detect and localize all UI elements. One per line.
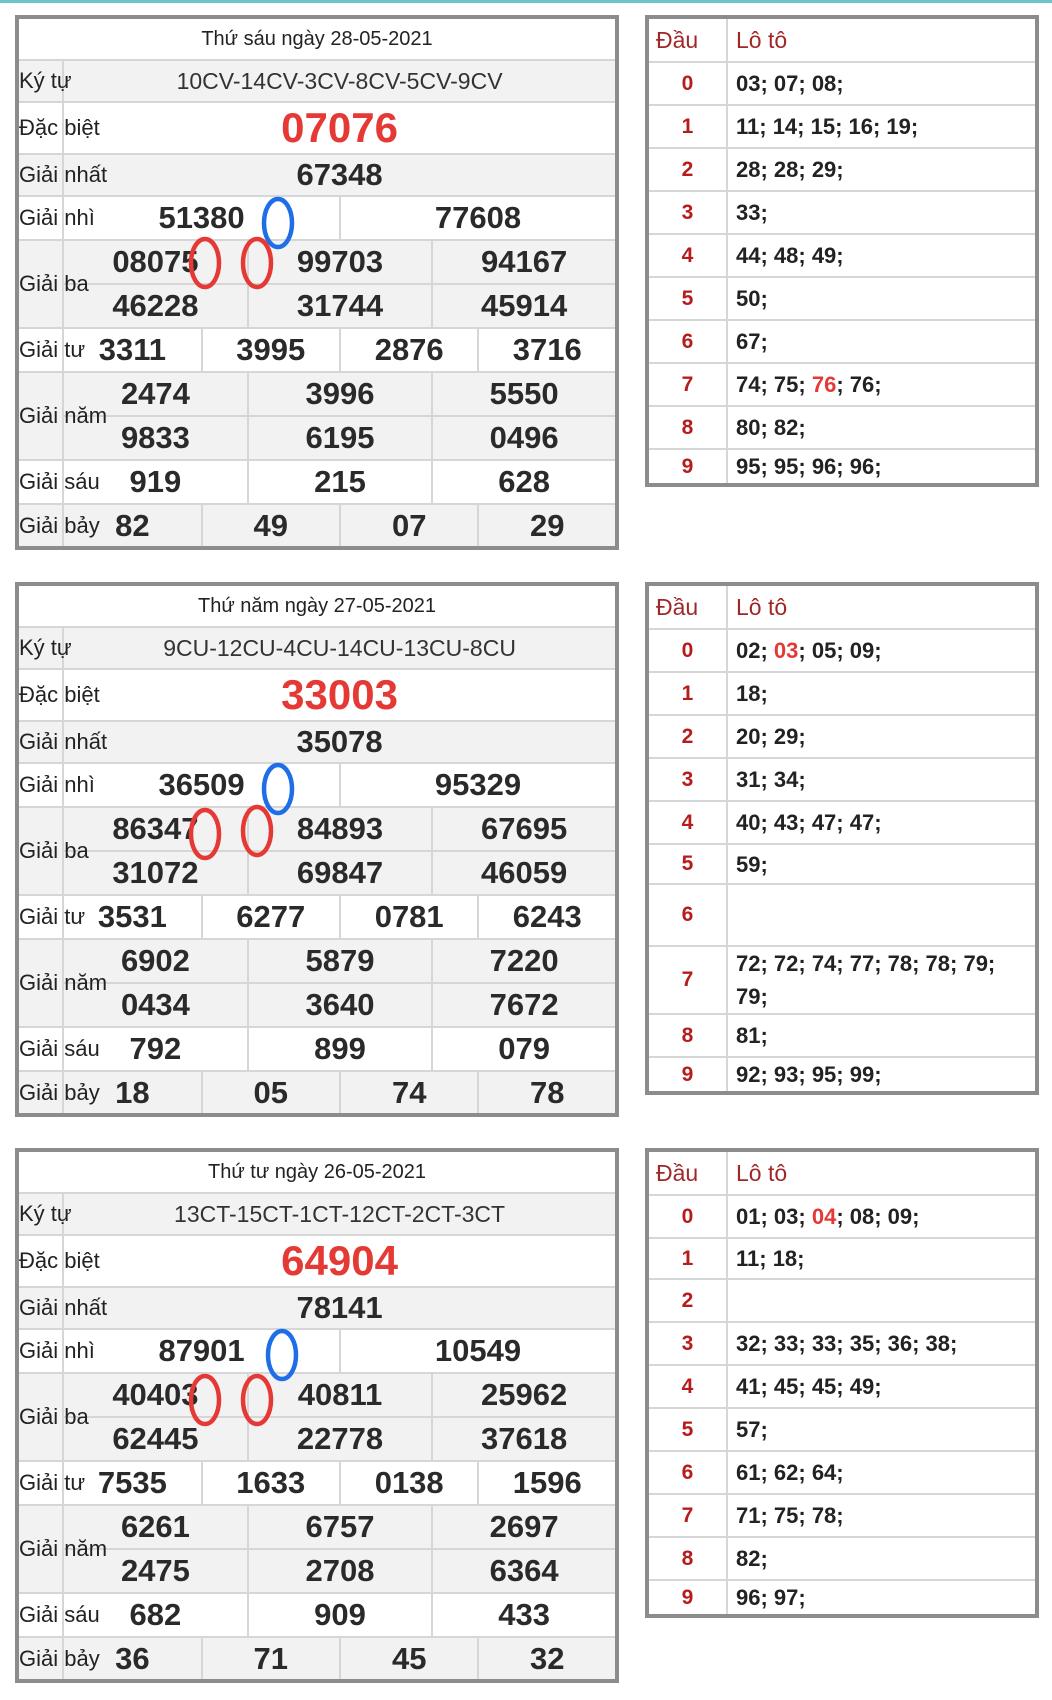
giai-tu-value: 1596 [478,1461,617,1505]
giai-nhi-value: 87901 [63,1329,340,1373]
loto-dau: 4 [647,234,727,277]
loto-row [647,884,1037,946]
loto-dau: 9 [647,1057,727,1093]
draw-date: Thứ năm ngày 27-05-2021 [17,584,617,627]
ky-tu-value: 10CV-14CV-3CV-8CV-5CV-9CV [63,60,617,102]
ky-tu-value: 13CT-15CT-1CT-12CT-2CT-3CT [63,1193,617,1235]
giai-nam-value: 3996 [248,372,433,416]
loto-table-day-2 [645,1148,1039,1618]
loto-row [647,629,1037,672]
header-loto: Lô tô [727,584,1037,629]
label-giai-sau: Giải sáu [17,1027,63,1071]
label-ky-tu: Ký tự [17,60,63,102]
giai-ba-value: 45914 [432,284,617,328]
loto-dau: 3 [647,758,727,801]
giai-nhi-value: 95329 [340,763,617,807]
loto-text: 32; 33; 33; 35; 36; 38; [736,1331,958,1356]
loto-row [647,1238,1037,1279]
loto-values [727,1451,1037,1494]
label-dac-biet: Đặc biệt [17,102,63,154]
loto-dau: 6 [647,884,727,946]
loto-text: 82; [736,1546,768,1571]
giai-bay-value: 36 [63,1637,201,1681]
giai-ba-value: 69847 [248,851,433,895]
giai-ba-value: 40403 [63,1373,248,1417]
loto-text: 11; 14; 15; 16; 19; [736,114,919,139]
loto-dau: 8 [647,1014,727,1057]
loto-text: 41; 45; 45; 49; [736,1374,882,1399]
loto-values [727,1580,1037,1616]
giai-tu-value: 3531 [63,895,201,939]
loto-text: 61; 62; 64; [736,1460,844,1485]
label-giai-sau: Giải sáu [17,460,63,504]
loto-text: 03; 07; 08; [736,71,844,96]
loto-row [647,1580,1037,1616]
loto-row [647,1279,1037,1322]
giai-nhat-value: 35078 [63,721,617,763]
loto-row [647,1494,1037,1537]
label-giai-sau: Giải sáu [17,1593,63,1637]
loto-row [647,1408,1037,1451]
giai-nhat-value: 78141 [63,1287,617,1329]
loto-values [727,1238,1037,1279]
loto-row [647,148,1037,191]
loto-values [727,758,1037,801]
loto-row [647,946,1037,1014]
loto-text: 11; 18; [736,1246,805,1271]
giai-nam-value: 7220 [432,939,617,983]
giai-sau-value: 899 [248,1027,433,1071]
loto-dau: 8 [647,1537,727,1580]
giai-tu-value: 2876 [340,328,478,372]
loto-values [727,191,1037,234]
loto-values [727,1195,1037,1238]
loto-values [727,363,1037,406]
prize-table-day-0 [15,15,619,550]
giai-ba-value: 62445 [63,1417,248,1461]
loto-dau: 1 [647,1238,727,1279]
loto-values [727,715,1037,758]
loto-dau: 4 [647,801,727,844]
giai-sau-value: 433 [432,1593,617,1637]
giai-bay-value: 07 [340,504,478,548]
loto-dau: 0 [647,1195,727,1238]
giai-sau-value: 792 [63,1027,248,1071]
loto-row [647,1057,1037,1093]
giai-ba-value: 25962 [432,1373,617,1417]
draw-date: Thứ sáu ngày 28-05-2021 [17,17,617,60]
loto-values [727,629,1037,672]
giai-tu-value: 3716 [478,328,617,372]
giai-ba-value: 99703 [248,240,433,284]
header-dau: Đầu [647,17,727,62]
loto-text: 44; 48; 49; [736,243,844,268]
loto-values [727,1322,1037,1365]
dac-biet-value: 07076 [63,102,617,154]
loto-row [647,234,1037,277]
loto-values [727,449,1037,485]
label-giai-nhat: Giải nhất [17,721,63,763]
loto-row [647,449,1037,485]
loto-text: 74; 75; [736,372,812,397]
giai-tu-value: 3995 [202,328,340,372]
giai-nhat-value: 67348 [63,154,617,196]
giai-ba-value: 22778 [248,1417,433,1461]
loto-values [727,148,1037,191]
giai-nam-value: 2474 [63,372,248,416]
label-giai-bay: Giải bảy [17,1637,63,1681]
loto-dau: 9 [647,449,727,485]
loto-values [727,406,1037,449]
giai-ba-value: 67695 [432,807,617,851]
loto-dau: 8 [647,406,727,449]
label-giai-bay: Giải bảy [17,1071,63,1115]
label-giai-ba: Giải ba [17,1373,63,1461]
loto-dau: 1 [647,105,727,148]
header-dau: Đầu [647,584,727,629]
giai-tu-value: 0781 [340,895,478,939]
giai-tu-value: 1633 [202,1461,340,1505]
loto-values [727,1494,1037,1537]
loto-text: 95; 95; 96; 96; [736,454,882,479]
giai-nam-value: 2708 [248,1549,433,1593]
loto-values [727,62,1037,105]
loto-values [727,1279,1037,1322]
loto-row [647,715,1037,758]
loto-text: 57; [736,1417,768,1442]
loto-row [647,844,1037,884]
loto-text: 50; [736,286,768,311]
loto-highlight: 03 [773,638,799,663]
loto-text: 28; 28; 29; [736,157,844,182]
giai-ba-value: 08075 [63,240,248,284]
loto-values [727,1537,1037,1580]
giai-sau-value: 909 [248,1593,433,1637]
header-loto: Lô tô [727,17,1037,62]
label-dac-biet: Đặc biệt [17,1235,63,1287]
label-giai-tu: Giải tư [17,328,63,372]
top-accent-bar [0,0,1052,3]
loto-row [647,277,1037,320]
giai-nam-value: 9833 [63,416,248,460]
loto-text: 20; 29; [736,724,806,749]
label-giai-tu: Giải tư [17,895,63,939]
giai-sau-value: 079 [432,1027,617,1071]
loto-values [727,1014,1037,1057]
loto-values [727,801,1037,844]
loto-row [647,1014,1037,1057]
loto-dau: 6 [647,320,727,363]
loto-text: 81; [736,1023,768,1048]
loto-text: ; 05; 09; [798,638,882,663]
dac-biet-value: 33003 [63,669,617,721]
label-ky-tu: Ký tự [17,627,63,669]
label-giai-nhi: Giải nhì [17,1329,63,1373]
giai-ba-value: 84893 [248,807,433,851]
loto-text: 71; 75; 78; [736,1503,844,1528]
giai-nam-value: 7672 [432,983,617,1027]
loto-table-day-0 [645,15,1039,487]
loto-text: ; 76; [836,372,882,397]
loto-values [727,1408,1037,1451]
loto-row [647,363,1037,406]
loto-dau: 7 [647,363,727,406]
giai-bay-value: 32 [478,1637,617,1681]
loto-row [647,1537,1037,1580]
giai-nhi-value: 36509 [63,763,340,807]
loto-text: 33; [736,200,768,225]
loto-dau: 3 [647,191,727,234]
loto-text: 80; 82; [736,415,806,440]
loto-text: 01; 03; [736,1204,812,1229]
loto-values [727,277,1037,320]
label-giai-ba: Giải ba [17,807,63,895]
loto-dau: 2 [647,148,727,191]
giai-tu-value: 7535 [63,1461,201,1505]
giai-nam-value: 0434 [63,983,248,1027]
giai-bay-value: 18 [63,1071,201,1115]
giai-tu-value: 6243 [478,895,617,939]
loto-dau: 5 [647,277,727,320]
loto-row [647,191,1037,234]
dac-biet-value: 64904 [63,1235,617,1287]
loto-highlight: 76 [811,372,837,397]
prize-table-day-1 [15,582,619,1117]
loto-dau: 0 [647,629,727,672]
label-giai-nhi: Giải nhì [17,763,63,807]
giai-tu-value: 6277 [202,895,340,939]
loto-text: 96; 97; [736,1585,806,1610]
label-giai-tu: Giải tư [17,1461,63,1505]
label-giai-nam: Giải năm [17,1505,63,1593]
loto-row [647,1322,1037,1365]
loto-values [727,320,1037,363]
header-dau: Đầu [647,1150,727,1195]
label-dac-biet: Đặc biệt [17,669,63,721]
giai-ba-value: 94167 [432,240,617,284]
loto-row [647,801,1037,844]
loto-values [727,672,1037,715]
giai-nam-value: 6364 [432,1549,617,1593]
giai-bay-value: 45 [340,1637,478,1681]
loto-text: 59; [736,851,768,877]
loto-row [647,320,1037,363]
label-giai-nam: Giải năm [17,372,63,460]
loto-text: ; 08; 09; [836,1204,920,1229]
giai-sau-value: 215 [248,460,433,504]
giai-sau-value: 919 [63,460,248,504]
loto-text: 31; 34; [736,767,806,792]
giai-bay-value: 74 [340,1071,478,1115]
loto-values [727,1057,1037,1093]
giai-bay-value: 05 [202,1071,340,1115]
loto-dau: 2 [647,715,727,758]
giai-ba-value: 37618 [432,1417,617,1461]
loto-row [647,672,1037,715]
loto-dau: 2 [647,1279,727,1322]
label-ky-tu: Ký tự [17,1193,63,1235]
draw-date: Thứ tư ngày 26-05-2021 [17,1150,617,1193]
giai-ba-value: 46228 [63,284,248,328]
giai-nhi-value: 10549 [340,1329,617,1373]
loto-dau: 7 [647,946,727,1014]
loto-dau: 3 [647,1322,727,1365]
loto-dau: 1 [647,672,727,715]
loto-values [727,234,1037,277]
loto-values [727,946,1037,1014]
loto-text: 02; [736,638,774,663]
loto-row [647,1451,1037,1494]
loto-row [647,758,1037,801]
loto-row [647,62,1037,105]
loto-values [727,884,1037,946]
loto-text: 67; [736,329,768,354]
prize-table-day-2 [15,1148,619,1683]
giai-bay-value: 82 [63,504,201,548]
giai-nam-value: 3640 [248,983,433,1027]
label-giai-nhat: Giải nhất [17,1287,63,1329]
giai-nhi-value: 51380 [63,196,340,240]
giai-nam-value: 6261 [63,1505,248,1549]
loto-dau: 7 [647,1494,727,1537]
giai-nam-value: 2475 [63,1549,248,1593]
ky-tu-value: 9CU-12CU-4CU-14CU-13CU-8CU [63,627,617,669]
loto-dau: 9 [647,1580,727,1616]
loto-row [647,1195,1037,1238]
label-giai-nam: Giải năm [17,939,63,1027]
giai-ba-value: 40811 [248,1373,433,1417]
loto-dau: 5 [647,1408,727,1451]
loto-row [647,105,1037,148]
giai-sau-value: 682 [63,1593,248,1637]
giai-ba-value: 31072 [63,851,248,895]
label-giai-nhat: Giải nhất [17,154,63,196]
header-loto: Lô tô [727,1150,1037,1195]
loto-values [727,105,1037,148]
giai-ba-value: 31744 [248,284,433,328]
giai-nam-value: 6902 [63,939,248,983]
giai-bay-value: 49 [202,504,340,548]
giai-nam-value: 5879 [248,939,433,983]
giai-nam-value: 5550 [432,372,617,416]
loto-text: 18; [736,681,768,706]
loto-values [727,1365,1037,1408]
loto-values [727,844,1037,884]
giai-ba-value: 46059 [432,851,617,895]
loto-text: 72; 72; 74; 77; 78; 78; 79; 79; [736,951,996,1009]
loto-highlight: 04 [811,1204,837,1229]
loto-dau: 4 [647,1365,727,1408]
giai-bay-value: 29 [478,504,617,548]
loto-dau: 6 [647,1451,727,1494]
giai-tu-value: 3311 [63,328,201,372]
giai-sau-value: 628 [432,460,617,504]
giai-nhi-value: 77608 [340,196,617,240]
giai-bay-value: 78 [478,1071,617,1115]
loto-dau: 5 [647,844,727,884]
giai-bay-value: 71 [202,1637,340,1681]
loto-table-day-1 [645,582,1039,1095]
label-giai-ba: Giải ba [17,240,63,328]
loto-text: 92; 93; 95; 99; [736,1062,882,1087]
giai-nam-value: 0496 [432,416,617,460]
label-giai-nhi: Giải nhì [17,196,63,240]
loto-text: 40; 43; 47; 47; [736,810,882,835]
giai-ba-value: 86347 [63,807,248,851]
loto-dau: 0 [647,62,727,105]
loto-row [647,1365,1037,1408]
giai-nam-value: 2697 [432,1505,617,1549]
giai-tu-value: 0138 [340,1461,478,1505]
giai-nam-value: 6195 [248,416,433,460]
loto-row [647,406,1037,449]
giai-nam-value: 6757 [248,1505,433,1549]
label-giai-bay: Giải bảy [17,504,63,548]
